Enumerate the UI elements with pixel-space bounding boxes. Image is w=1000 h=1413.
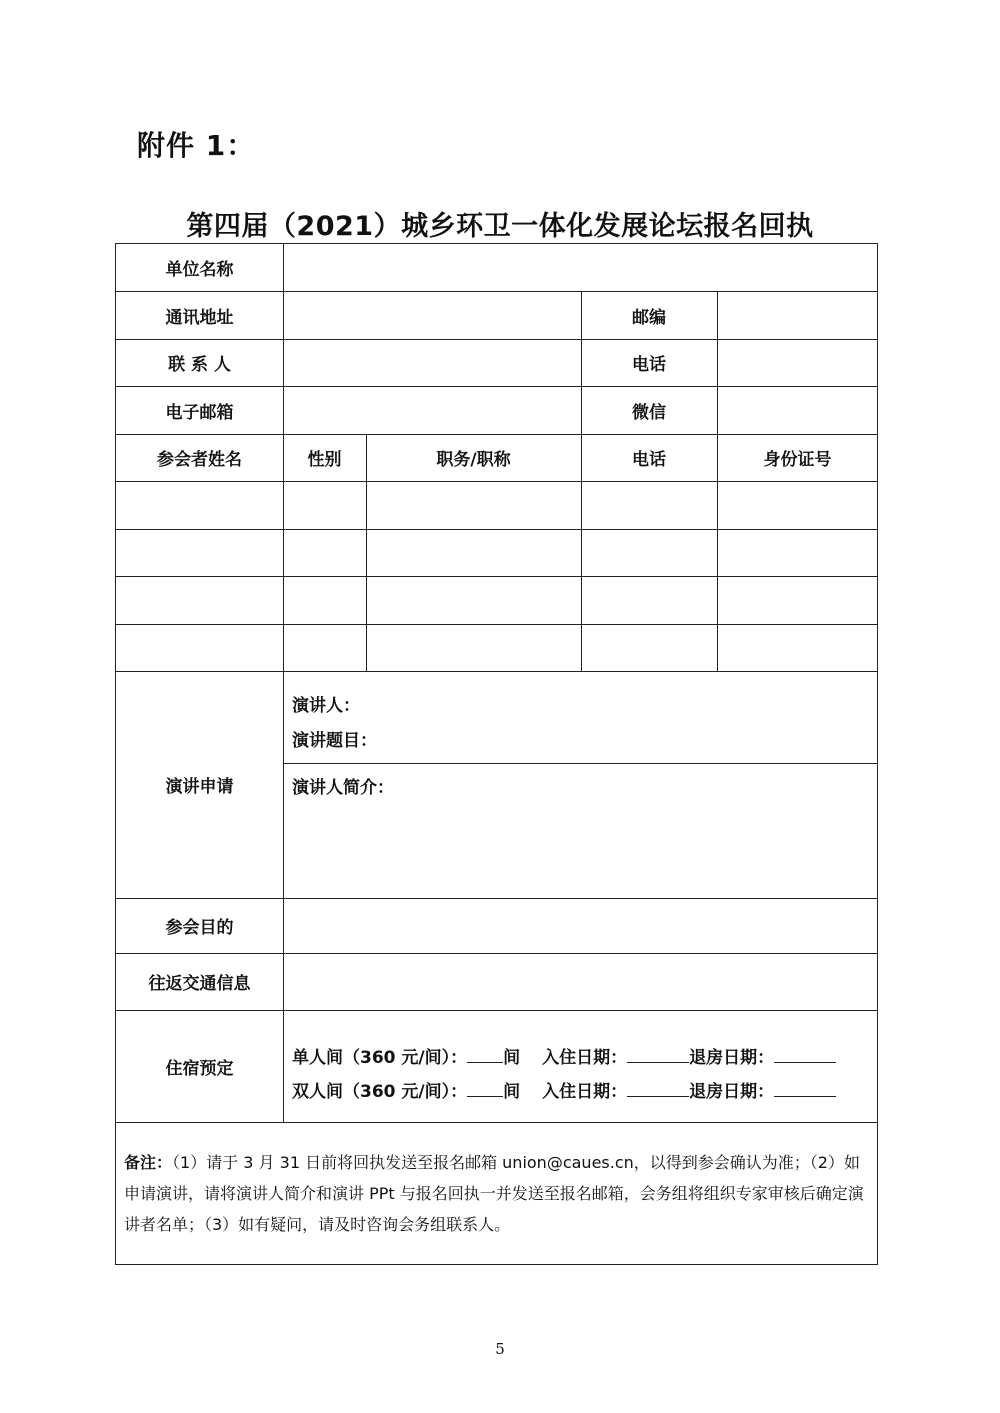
unit-name-field[interactable] bbox=[284, 244, 878, 291]
wechat-label: 微信 bbox=[632, 402, 666, 423]
single-room-label: 单人间（360 元/间）： bbox=[292, 1048, 468, 1068]
double-checkin-field[interactable] bbox=[627, 1080, 689, 1097]
unit-name-label: 单位名称 bbox=[165, 260, 234, 280]
table-row[interactable] bbox=[116, 576, 878, 624]
transport-field[interactable] bbox=[284, 953, 878, 1010]
page-number: 5 bbox=[495, 1340, 505, 1358]
email-label: 电子邮箱 bbox=[165, 402, 234, 423]
double-room-label: 双人间（360 元/间）： bbox=[292, 1082, 468, 1102]
row-divider bbox=[283, 763, 878, 764]
postcode-label: 邮编 bbox=[632, 307, 666, 328]
checkin-label: 入住日期： bbox=[542, 1048, 628, 1068]
speech-label: 演讲申请 bbox=[165, 777, 234, 797]
participant-phone-header: 电话 bbox=[632, 450, 666, 470]
room-unit: 间 bbox=[503, 1048, 521, 1068]
postcode-field[interactable] bbox=[718, 291, 878, 339]
double-room-count-field[interactable] bbox=[467, 1080, 503, 1097]
notes-label: 备注： bbox=[124, 1153, 173, 1172]
address-field[interactable] bbox=[284, 291, 581, 339]
topic-label: 演讲题目： bbox=[292, 731, 377, 751]
wechat-field[interactable] bbox=[718, 386, 878, 434]
single-checkin-field[interactable] bbox=[627, 1046, 689, 1063]
speaker-label: 演讲人： bbox=[292, 696, 360, 716]
double-checkout-field[interactable] bbox=[774, 1080, 836, 1097]
attachment-label: 附件 1： bbox=[137, 129, 256, 162]
gender-header: 性别 bbox=[307, 450, 342, 470]
table-row[interactable] bbox=[116, 624, 878, 671]
phone-label: 电话 bbox=[632, 355, 666, 375]
notes bbox=[124, 1147, 872, 1240]
contact-field[interactable] bbox=[284, 339, 581, 386]
contact-label: 联 系 人 bbox=[168, 355, 231, 375]
double-room-line bbox=[292, 1077, 836, 1102]
form-title: 第四届（2021）城乡环卫一体化发展论坛报名回执 bbox=[186, 211, 814, 242]
checkin-label: 入住日期： bbox=[542, 1082, 628, 1102]
purpose-field[interactable] bbox=[284, 898, 878, 953]
single-room-count-field[interactable] bbox=[467, 1046, 503, 1063]
phone-field[interactable] bbox=[718, 339, 878, 386]
speaker-bio-label: 演讲人简介： bbox=[292, 778, 394, 798]
address-label: 通讯地址 bbox=[165, 307, 234, 328]
registration-form bbox=[115, 243, 878, 1265]
transport-label: 往返交通信息 bbox=[148, 974, 251, 994]
single-checkout-field[interactable] bbox=[774, 1046, 836, 1063]
table-row[interactable] bbox=[116, 529, 878, 576]
participant-name-header: 参会者姓名 bbox=[157, 450, 242, 470]
lodging-label: 住宿预定 bbox=[165, 1058, 234, 1079]
table-row[interactable] bbox=[116, 481, 878, 529]
position-header: 职务/职称 bbox=[436, 450, 511, 470]
room-unit: 间 bbox=[503, 1082, 521, 1102]
id-number-header: 身份证号 bbox=[763, 450, 832, 470]
row-divider bbox=[116, 1122, 878, 1123]
email-field[interactable] bbox=[284, 386, 581, 434]
notes-text: （1）请于 3 月 31 日前将回执发送至报名邮箱 union@caues.cn，以得到参会确认为准；（2）如申请演讲，请将演讲人简介和演讲 PPt 与报名回执一并发送至报名邮箱，会务组将组织专家审核后确定演讲者名单；（3）如有疑问，请及时咨询会务组联系人。 bbox=[124, 1153, 864, 1234]
single-room-line bbox=[292, 1043, 836, 1068]
checkout-label: 退房日期： bbox=[689, 1048, 775, 1068]
purpose-label: 参会目的 bbox=[165, 918, 234, 938]
checkout-label: 退房日期： bbox=[689, 1082, 775, 1102]
